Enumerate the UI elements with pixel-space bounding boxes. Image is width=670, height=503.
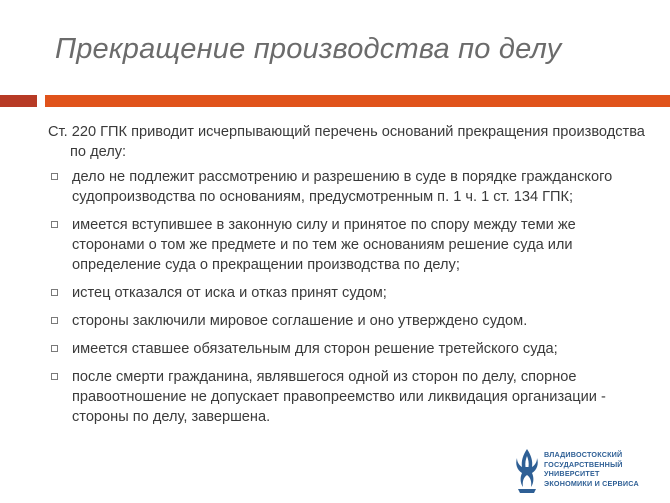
intro-text: Ст. 220 ГПК приводит исчерпывающий перечень оснований прекращения производства по делу: (48, 124, 645, 160)
list-item (48, 215, 648, 275)
list-item (48, 367, 648, 427)
list-item-text: истец отказался от иска и отказ принят судом; (72, 285, 387, 301)
square-bullet-icon (51, 173, 58, 180)
square-bullet-icon (51, 289, 58, 296)
accent-bar-left (0, 95, 37, 107)
university-name (544, 450, 639, 488)
logo-line: ЭКОНОМИКИ И СЕРВИСА (544, 478, 639, 488)
university-emblem-icon (513, 447, 541, 495)
list-item-text: после смерти гражданина, являвшегося одной из сторон по делу, спорное правоотношение не допускает правопреемство или ликвидация организации - стороны по делу, завершена. (72, 369, 606, 425)
logo-line: ГОСУДАРСТВЕННЫЙ (544, 459, 623, 469)
slide-content (48, 122, 648, 435)
bullet-list (48, 167, 648, 427)
list-item-text: стороны заключили мировое соглашение и оно утверждено судом. (72, 313, 528, 329)
list-item (48, 339, 648, 359)
square-bullet-icon (51, 373, 58, 380)
logo-line: УНИВЕРСИТЕТ (544, 469, 600, 478)
square-bullet-icon (51, 317, 58, 324)
list-item (48, 283, 648, 303)
square-bullet-icon (51, 221, 58, 228)
list-item (48, 167, 648, 207)
list-item-text: дело не подлежит рассмотрению и разрешению в суде в порядке гражданского судопроизводства по основаниям, предусмотренным п. 1 ч. 1 ст. 134 ГПК; (72, 169, 613, 205)
logo-line: ВЛАДИВОСТОКСКИЙ (544, 450, 623, 459)
accent-bar-right (45, 95, 670, 107)
square-bullet-icon (51, 345, 58, 352)
slide-title: Прекращение производства по делу (55, 33, 562, 65)
list-item-text: имеется ставшее обязательным для сторон решение третейского суда; (72, 341, 558, 357)
university-logo (513, 447, 663, 497)
list-item (48, 311, 648, 331)
list-item-text: имеется вступившее в законную силу и принятое по спору между теми же сторонами о том же предмете и по тем же основаниям решение суда или определение суда о прекращении производства по делу; (72, 217, 576, 273)
